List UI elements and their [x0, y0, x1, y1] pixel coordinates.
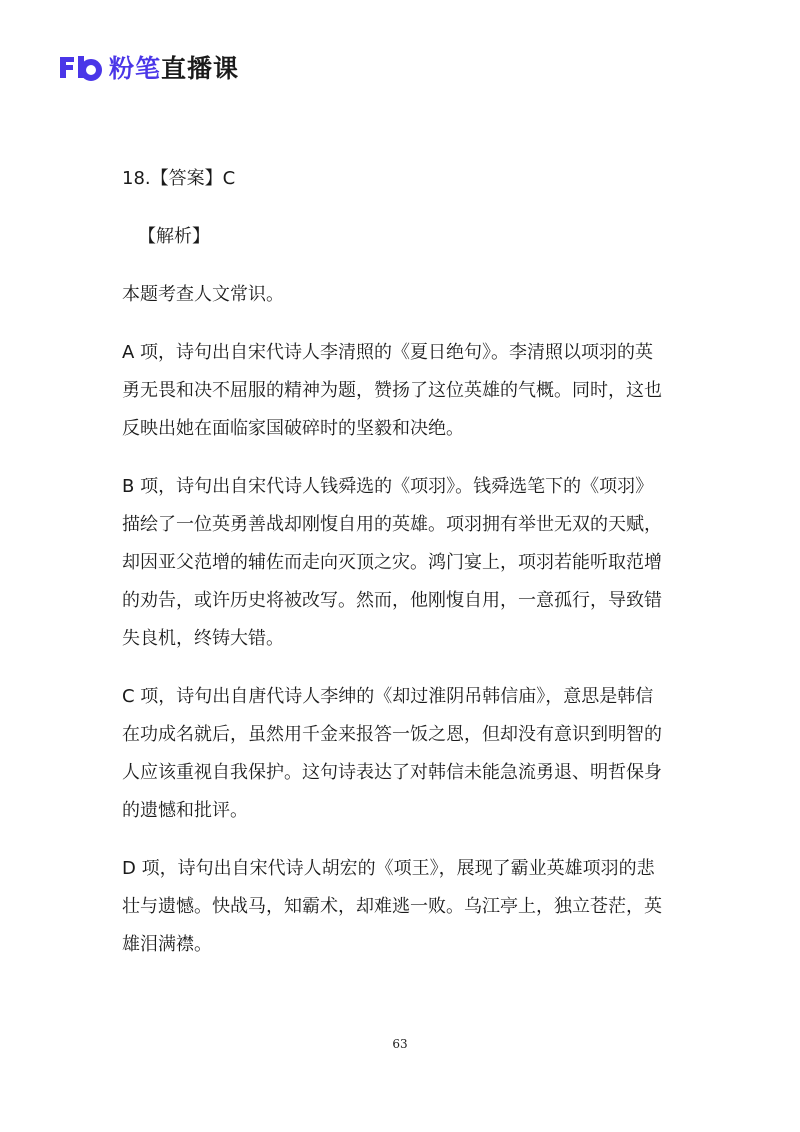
option-d-paragraph: [122, 850, 668, 964]
option-b-paragraph: [122, 468, 668, 658]
paragraph-line: D 项，诗句出自宋代诗人胡宏的《项王》，展现了霸业英雄项羽的悲: [122, 858, 655, 879]
paragraph-line: A 项，诗句出自宋代诗人李清照的《夏日绝句》。李清照以项羽的英: [122, 342, 654, 363]
paragraph-line: B 项，诗句出自宋代诗人钱舜选的《项羽》。钱舜选笔下的《项羽》: [122, 476, 654, 497]
topic-line: 本题考查人文常识。: [122, 284, 284, 305]
option-c-paragraph: [122, 678, 668, 830]
paragraph-line: 失良机，终铸大错。: [122, 628, 284, 649]
paragraph-line: 人应该重视自我保护。这句诗表达了对韩信未能急流勇退、明哲保身: [122, 762, 662, 783]
brand-name: [109, 49, 239, 85]
fb-logo-icon: [57, 53, 103, 81]
paragraph-line: 反映出她在面临家国破碎时的坚毅和决绝。: [122, 418, 464, 439]
paragraph-line: 描绘了一位英勇善战却刚愎自用的英雄。项羽拥有举世无双的天赋，: [122, 514, 662, 535]
page-number: 63: [392, 1037, 408, 1051]
answer-line: 18.【答案】C: [122, 168, 236, 189]
paragraph-line: 雄泪满襟。: [122, 934, 212, 955]
paragraph-line: 的遗憾和批评。: [122, 800, 248, 821]
paragraph-line: 壮与遗憾。快战马，知霸术，却难逃一败。乌江亭上，独立苍茫，英: [122, 896, 662, 917]
brand-rest-text: 直播课: [161, 54, 240, 83]
option-a-paragraph: [122, 334, 668, 448]
paragraph-line: 的劝告，或许历史将被改写。然而，他刚愎自用，一意孤行，导致错: [122, 590, 662, 611]
paragraph-line: 却因亚父范增的辅佐而走向灭顶之灾。鸿门宴上，项羽若能听取范增: [122, 552, 662, 573]
answer-content: [122, 160, 668, 964]
brand-header: [57, 49, 239, 85]
brand-accent-text: 粉笔: [109, 54, 162, 83]
analysis-label: 【解析】: [138, 226, 210, 247]
paragraph-line: C 项，诗句出自唐代诗人李绅的《却过淮阴吊韩信庙》，意思是韩信: [122, 686, 654, 707]
paragraph-line: 勇无畏和决不屈服的精神为题，赞扬了这位英雄的气概。同时，这也: [122, 380, 662, 401]
paragraph-line: 在功成名就后，虽然用千金来报答一饭之恩，但却没有意识到明智的: [122, 724, 662, 745]
